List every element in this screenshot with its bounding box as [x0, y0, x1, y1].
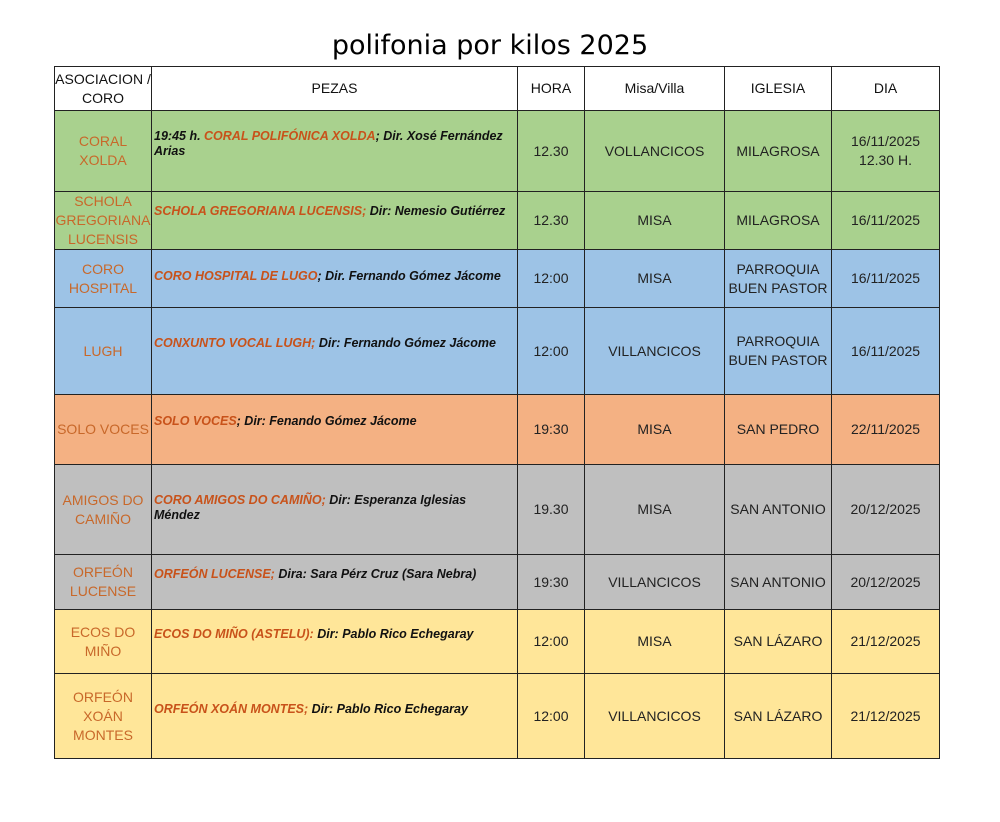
header-row: [55, 67, 940, 111]
cell-iglesia: [725, 308, 832, 395]
cell-misa-villa: [585, 192, 725, 250]
cell-dia: [832, 555, 940, 610]
cell-misa-villa: [585, 395, 725, 465]
pezas-time: 19:45 h.: [154, 129, 205, 143]
cell-coro-text: ORFEÓN LUCENSE: [69, 564, 137, 599]
cell-pezas: [152, 111, 518, 192]
header-pezas: PEZAS: [152, 67, 518, 111]
cell-hora: [518, 555, 585, 610]
cell-hora-text: 12:00: [533, 270, 569, 286]
pezas-director: Dir: Nemesio Gutiérrez: [366, 204, 506, 218]
cell-dia: [832, 308, 940, 395]
cell-coro: [55, 465, 152, 555]
pezas-text: [154, 395, 511, 429]
cell-iglesia-text: SAN LÁZARO: [733, 633, 823, 649]
header-misa-villa: Misa/Villa: [585, 67, 725, 111]
cell-dia-text: 16/11/2025: [850, 342, 921, 359]
cell-misa-villa: [585, 250, 725, 308]
cell-misa-villa-text: MISA: [637, 633, 672, 649]
cell-iglesia: [725, 395, 832, 465]
cell-misa-villa-text: MISA: [637, 270, 672, 286]
cell-misa-villa: [585, 465, 725, 555]
pezas-director: ; Dir. Xosé Fernández Arias: [154, 129, 503, 158]
pezas-text: [154, 610, 511, 642]
table-row: [55, 250, 940, 308]
cell-dia-text: 20/12/2025: [850, 501, 921, 517]
cell-iglesia: [725, 674, 832, 759]
cell-iglesia: [725, 555, 832, 610]
header-iglesia: IGLESIA: [725, 67, 832, 111]
pezas-director: Dir: Fernando Gómez Jácome: [315, 336, 496, 350]
cell-misa-villa: [585, 674, 725, 759]
cell-coro: [55, 192, 152, 250]
pezas-choir-name: ORFEÓN XOÁN MONTES;: [154, 702, 309, 716]
cell-iglesia-text: SAN ANTONIO: [730, 573, 826, 590]
cell-misa-villa: [585, 555, 725, 610]
pezas-choir-name: CORO AMIGOS DO CAMIÑO;: [154, 493, 326, 507]
cell-iglesia-text: MILAGROSA: [736, 212, 820, 228]
table-row: [55, 674, 940, 759]
table-row: [55, 465, 940, 555]
cell-hora: [518, 250, 585, 308]
cell-dia: [832, 192, 940, 250]
cell-misa-villa: [585, 610, 725, 674]
table-row: [55, 111, 940, 192]
cell-coro-text: ECOS DO MIÑO: [70, 623, 136, 659]
pezas-text: [154, 555, 511, 582]
pezas-choir-name: SCHOLA GREGORIANA LUCENSIS;: [154, 204, 367, 218]
cell-coro-text: ORFEÓN XOÁN MONTES: [73, 688, 133, 743]
cell-hora: [518, 192, 585, 250]
cell-coro: [55, 674, 152, 759]
cell-iglesia: [725, 111, 832, 192]
pezas-text: [154, 192, 511, 219]
cell-coro-text: AMIGOS DO CAMIÑO: [62, 491, 144, 527]
cell-pezas: [152, 610, 518, 674]
cell-dia-text: 16/11/2025: [850, 270, 921, 286]
cell-pezas: [152, 250, 518, 308]
cell-hora-text: 12.30: [533, 212, 569, 228]
header-hora: HORA: [518, 67, 585, 111]
pezas-text: [154, 111, 511, 159]
cell-coro: [55, 610, 152, 674]
cell-misa-villa: [585, 308, 725, 395]
cell-pezas: [152, 674, 518, 759]
pezas-text: [154, 250, 511, 284]
cell-hora: [518, 395, 585, 465]
cell-iglesia-text: SAN LÁZARO: [733, 707, 823, 724]
pezas-text: [154, 308, 511, 351]
pezas-director: Dir: Pablo Rico Echegaray: [308, 702, 468, 716]
cell-misa-villa-text: VILLANCICOS: [608, 342, 701, 359]
cell-pezas: [152, 555, 518, 610]
cell-coro: [55, 250, 152, 308]
cell-hora-text: 12:00: [533, 342, 569, 359]
cell-hora: [518, 465, 585, 555]
cell-iglesia-text: PARROQUIA BUEN PASTOR: [728, 333, 828, 368]
pezas-choir-name: CORAL POLIFÓNICA XOLDA: [204, 129, 376, 143]
cell-coro: [55, 111, 152, 192]
cell-iglesia-text: MILAGROSA: [736, 142, 820, 159]
cell-dia: [832, 111, 940, 192]
cell-misa-villa-text: MISA: [637, 501, 672, 517]
cell-dia-text: 16/11/2025: [850, 212, 921, 228]
cell-iglesia-text: SAN ANTONIO: [730, 501, 826, 517]
cell-misa-villa-text: VILLANCICOS: [608, 573, 701, 590]
cell-dia: [832, 674, 940, 759]
cell-pezas: [152, 192, 518, 250]
cell-hora-text: 12:00: [533, 633, 569, 649]
cell-misa-villa-text: MISA: [637, 212, 672, 228]
cell-hora: [518, 610, 585, 674]
pezas-director: ; Dir. Fernando Gómez Jácome: [317, 269, 501, 283]
page-title: polifonia por kilos 2025: [331, 30, 649, 61]
cell-pezas: [152, 465, 518, 555]
header-dia: DIA: [832, 67, 940, 111]
cell-coro: [55, 308, 152, 395]
cell-dia-text: 21/12/2025: [850, 633, 921, 649]
cell-coro-text: SOLO VOCES: [57, 421, 149, 437]
table-row: [55, 395, 940, 465]
schedule-table: [54, 66, 940, 759]
cell-dia-text: 21/12/2025: [850, 707, 921, 724]
cell-coro: [55, 555, 152, 610]
cell-dia: [832, 610, 940, 674]
cell-coro-text: LUGH: [83, 342, 123, 359]
table-row: [55, 308, 940, 395]
cell-dia-text: 20/12/2025: [850, 573, 921, 590]
table-row: [55, 192, 940, 250]
cell-pezas: [152, 308, 518, 395]
pezas-director: Dir: Pablo Rico Echegaray: [313, 627, 474, 641]
cell-hora: [518, 111, 585, 192]
cell-dia: [832, 465, 940, 555]
pezas-choir-name: CONXUNTO VOCAL LUGH;: [154, 336, 316, 350]
cell-dia-text: 22/11/2025: [850, 421, 921, 437]
pezas-director: ; Dir: Fenando Gómez Jácome: [236, 414, 417, 428]
cell-misa-villa-text: VOLLANCICOS: [604, 142, 705, 159]
cell-coro-text: CORO HOSPITAL: [68, 260, 138, 296]
pezas-director: Dira: Sara Pérz Cruz (Sara Nebra): [274, 567, 477, 581]
pezas-choir-name: ECOS DO MIÑO (ASTELU):: [154, 627, 314, 641]
header-coro: ASOCIACION / CORO: [55, 67, 152, 111]
cell-hora: [518, 674, 585, 759]
cell-misa-villa-text: MISA: [637, 421, 672, 437]
pezas-choir-name: SOLO VOCES: [154, 414, 237, 428]
cell-iglesia-text: SAN PEDRO: [736, 421, 820, 437]
pezas-choir-name: CORO HOSPITAL DE LUGO: [154, 269, 318, 283]
cell-iglesia: [725, 610, 832, 674]
cell-dia-text: 16/11/2025 12.30 H.: [850, 133, 921, 168]
cell-coro: [55, 395, 152, 465]
cell-dia: [832, 250, 940, 308]
cell-iglesia-text: PARROQUIA BUEN PASTOR: [728, 260, 828, 296]
cell-misa-villa-text: VILLANCICOS: [608, 707, 701, 724]
cell-hora-text: 19.30: [533, 501, 569, 517]
cell-coro-text: CORAL XOLDA: [78, 133, 128, 168]
cell-iglesia: [725, 192, 832, 250]
pezas-choir-name: ORFEÓN LUCENSE;: [154, 567, 275, 581]
cell-hora: [518, 308, 585, 395]
table-row: [55, 610, 940, 674]
cell-hora-text: 12.30: [533, 142, 569, 159]
cell-misa-villa: [585, 111, 725, 192]
cell-hora-text: 12:00: [533, 707, 569, 724]
cell-iglesia: [725, 250, 832, 308]
pezas-text: [154, 465, 511, 523]
cell-hora-text: 19:30: [533, 421, 569, 437]
pezas-text: [154, 674, 511, 717]
cell-dia: [832, 395, 940, 465]
pezas-director: Dir: Esperanza Iglesias Méndez: [154, 493, 467, 522]
cell-hora-text: 19:30: [533, 573, 569, 590]
cell-coro-text: SCHOLA GREGORIANA LUCENSIS: [55, 193, 151, 247]
cell-iglesia: [725, 465, 832, 555]
cell-pezas: [152, 395, 518, 465]
table-row: [55, 555, 940, 610]
